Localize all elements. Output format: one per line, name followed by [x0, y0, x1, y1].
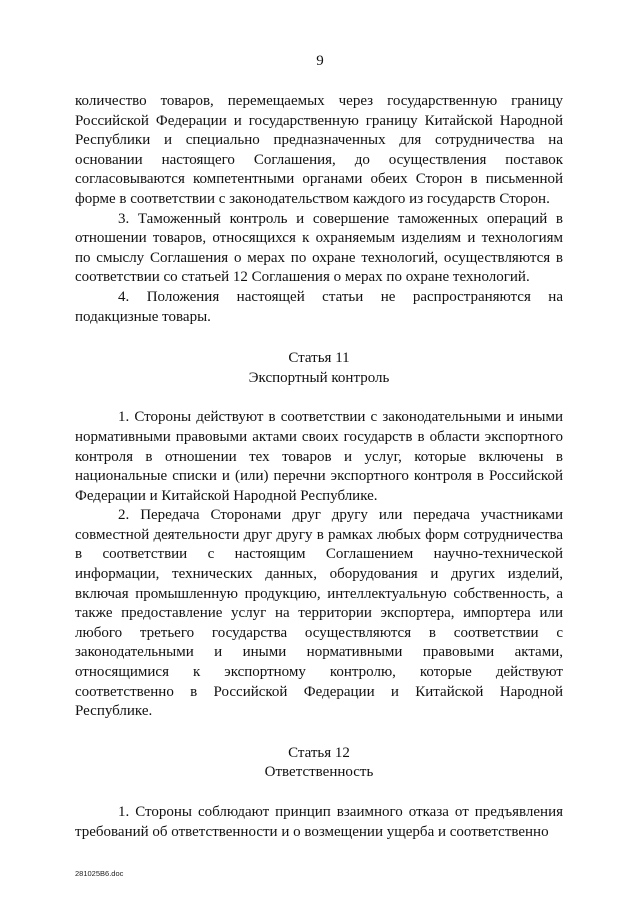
footer-document-code: 281025B6.doc: [75, 869, 124, 878]
article12-number: Статья 12: [288, 744, 350, 761]
article12-title: Ответственность: [264, 764, 374, 781]
article10-continuation-paragraph: количество товаров, перемещаемых через государственную границу Российской Федерации и государственную границу Китайской Народной Республики и специально предназначенных для сотрудничества на основании настоящего Соглашения, до осуществления поставок согласовываются компетентными органами обеих Сторон в письменной форме в соответствии с законодательством каждого из государств Сторон.: [75, 93, 563, 207]
document-body: [75, 92, 563, 842]
article10-paragraph-3: 3. Таможенный контроль и совершение таможенных операций в отношении товаров, относящихся к охраняемым изделиям и технологиям по смыслу Соглашения о мерах по охране технологий, осуществляются в соответствии со статьей 12 Соглашения о мерах по охране технологий.: [75, 210, 563, 286]
page-number: 9: [316, 53, 324, 69]
article11-paragraph-2: 2. Передача Сторонами друг другу или передача участниками совместной деятельности друг другу в рамках любых форм сотрудничества в соответствии с настоящим Соглашением научно-технической информации, технических данных, оборудования и других изделий, включая промышленную продукцию, интеллектуальную собственность, а также предоставление услуг на территории экспортера, импортера или любого третьего государства осуществляются в соответствии с законодательными и иными нормативными правовыми актами, относящимися к экспортному контролю, которые действуют соответственно в Российской Федерации и Китайской Народной Республике.: [75, 507, 563, 720]
article12-paragraph-1: 1. Стороны соблюдают принцип взаимного отказа от предъявления требований об ответственности и о возмещении ущерба и соответственно: [75, 804, 563, 840]
article11-title: Экспортный контроль: [248, 369, 390, 386]
article11-number: Статья 11: [288, 350, 350, 367]
article10-paragraph-4: 4. Положения настоящей статьи не распространяются на подакцизные товары.: [75, 288, 563, 325]
article11-paragraph-1: 1. Стороны действуют в соответствии с законодательными и иными нормативными правовыми актами своих государств в области экспортного контроля в отношении тех товаров и услуг, которые включены в национальные списки и (или) перечни экспортного контроля в Российской Федерации и Китайской Народной Республике.: [75, 409, 563, 504]
